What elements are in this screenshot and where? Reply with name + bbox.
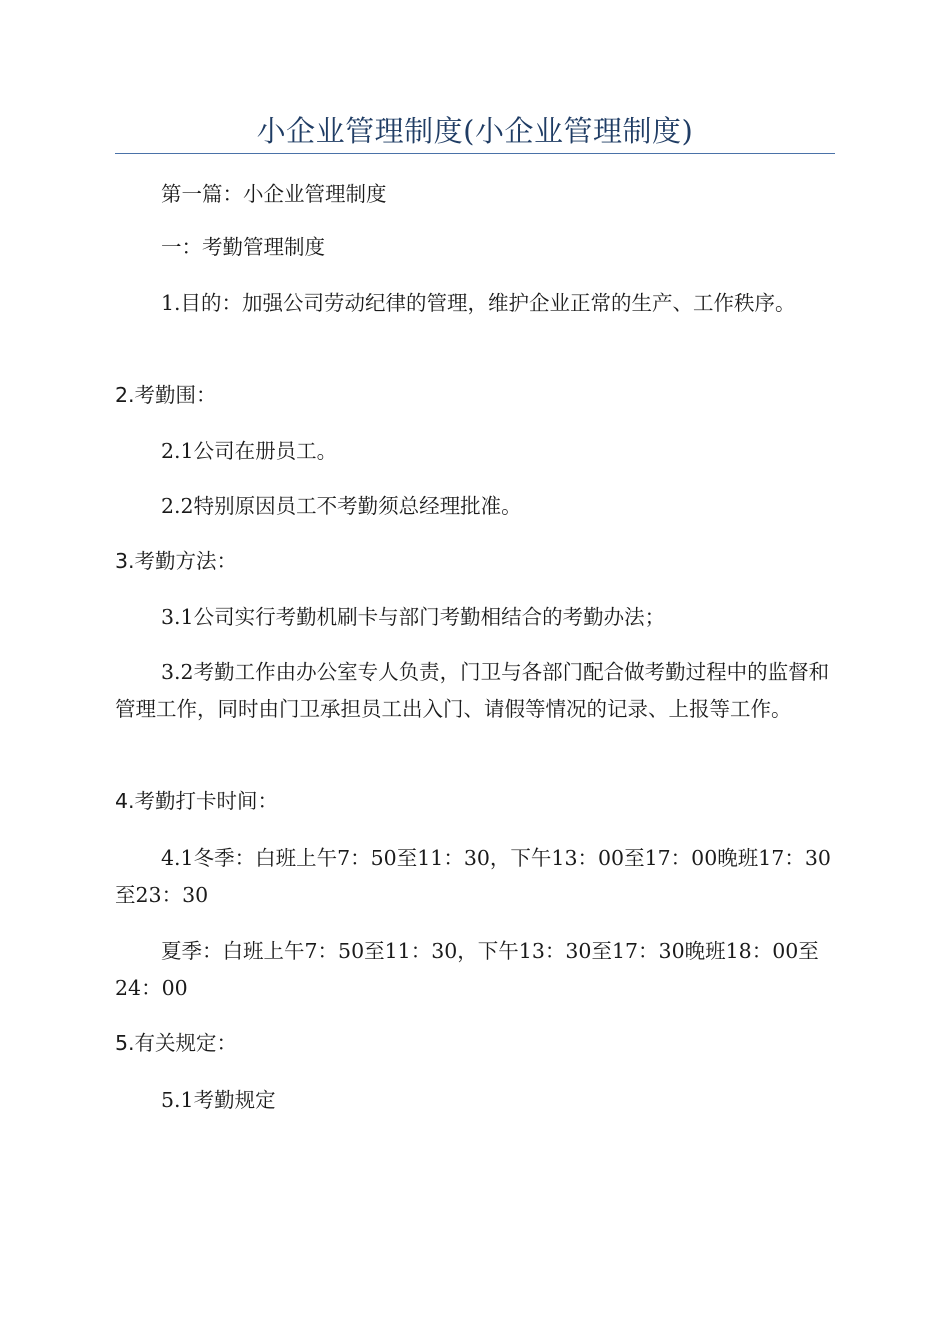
title-underline <box>115 153 835 154</box>
body-paragraph: 5.1考勤规定 <box>161 1088 276 1112</box>
body-paragraph: 2.1公司在册员工。 <box>161 439 338 463</box>
body-paragraph: 夏季：白班上午7：50至11：30，下午13：30至17：30晚班18：00至24：00 <box>115 939 819 1000</box>
document-page <box>115 0 835 1344</box>
numbered-heading: 3.考勤方法： <box>115 549 238 573</box>
body-paragraph: 1.目的：加强公司劳动纪律的管理，维护企业正常的生产、工作秩序。 <box>161 291 796 315</box>
body-paragraph: 3.1公司实行考勤机刷卡与部门考勤相结合的考勤办法； <box>161 605 666 629</box>
numbered-heading: 5.有关规定： <box>115 1031 238 1055</box>
document-title: 小企业管理制度(小企业管理制度) <box>256 114 694 148</box>
body-paragraph: 2.2特别原因员工不考勤须总经理批准。 <box>161 494 522 518</box>
subsection-heading: 一：考勤管理制度 <box>161 235 325 259</box>
body-paragraph: 3.2考勤工作由办公室专人负责，门卫与各部门配合做考勤过程中的监督和管理工作，同时由门卫承担员工出入门、请假等情况的记录、上报等工作。 <box>115 660 830 721</box>
section-heading: 第一篇：小企业管理制度 <box>161 182 387 206</box>
numbered-heading: 2.考勤围： <box>115 383 217 407</box>
body-paragraph: 4.1冬季：白班上午7：50至11：30，下午13：00至17：00晚班17：30至23：30 <box>115 846 831 907</box>
numbered-heading: 4.考勤打卡时间： <box>115 789 279 813</box>
